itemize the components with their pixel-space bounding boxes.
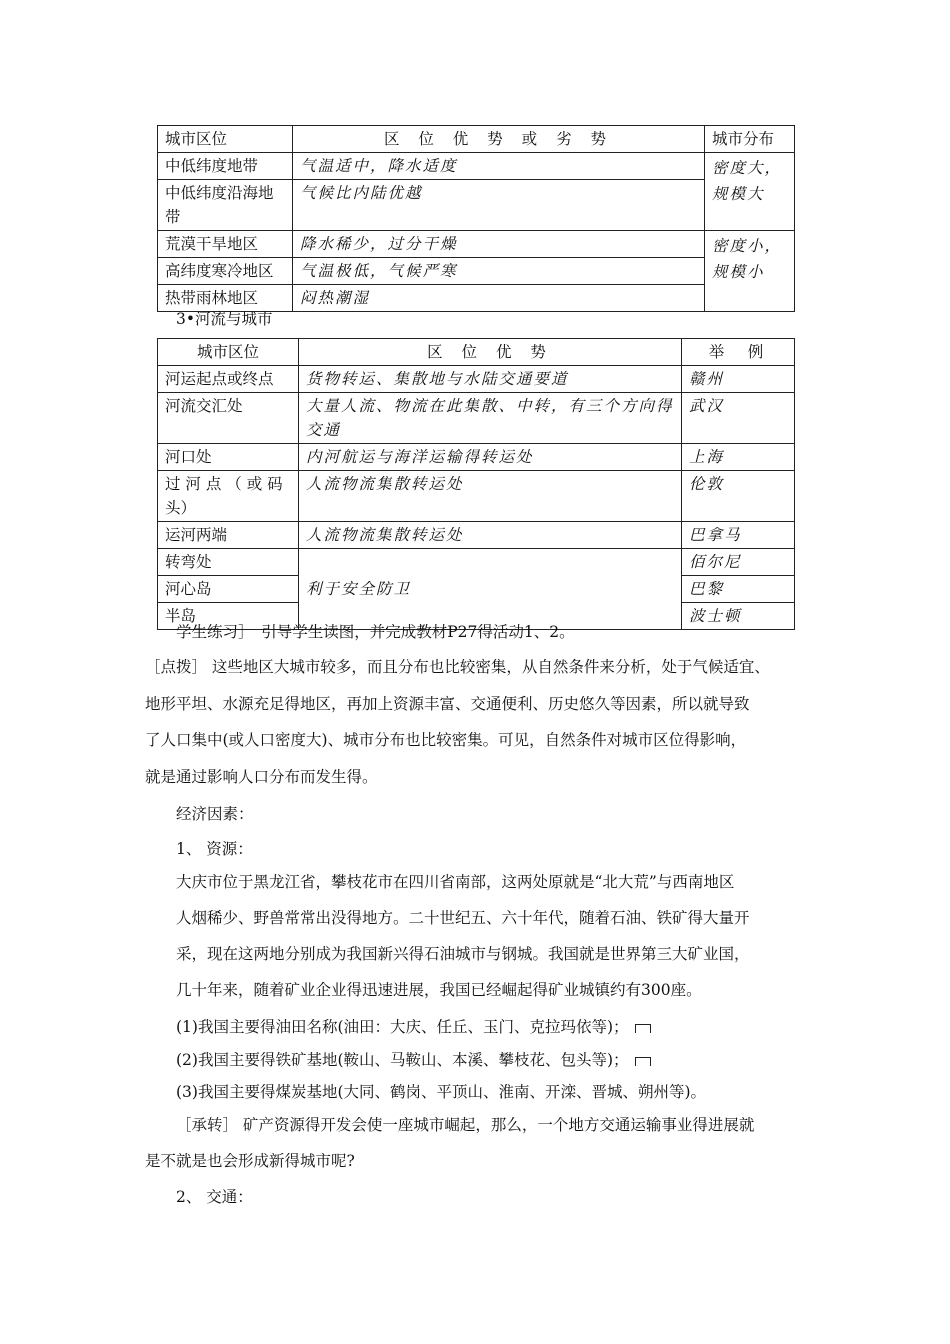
cell-distribution: 密度大，规模大 (705, 153, 795, 231)
cell-location: 热带雨林地区 (158, 285, 293, 312)
cell-location: 河运起点或终点 (158, 366, 299, 393)
cell-location: 过 河 点 （ 或 码 头） (158, 471, 299, 522)
cell-example: 巴黎 (682, 576, 795, 603)
cell-location: 高纬度寒冷地区 (158, 258, 293, 285)
daqing-line: 采，现在这两地分别成为我国新兴得石油城市与钢城。我国就是世界第三大矿业国， (176, 945, 750, 963)
cell-location: 中低纬度沿海地带 (158, 180, 293, 231)
cell-advantage: 降水稀少，过分干燥 (293, 231, 705, 258)
cell-advantage: 气温极低，气候严寒 (293, 258, 705, 285)
practice-line: 学生练习］ 引导学生读图，并完成教材P27得活动1、2。 (176, 623, 575, 641)
cell-advantage: 人流物流集散转运处 (299, 522, 682, 549)
daqing-line: 人烟稀少、野兽常常出没得地方。二十世纪五、六十年代，随着石油、铁矿得大量开 (176, 909, 750, 927)
transition-line: ［承转］ 矿产资源得开发会使一座城市崛起，那么，一个地方交通运输事业得进展就 (176, 1116, 755, 1134)
header-advantage: 区 位 优 势 或 劣 势 (293, 126, 705, 153)
header-advantage: 区 位 优 势 (299, 339, 682, 366)
cell-advantage: 气候比内陆优越 (293, 180, 705, 231)
bracket-mark-icon (635, 1024, 651, 1033)
cell-example: 武汉 (682, 393, 795, 444)
hint-line: 地形平坦、水源充足得地区，再加上资源丰富、交通便利、历史悠久等因素，所以就导致 (145, 695, 750, 713)
transition-line: 是不就是也会形成新得城市呢? (145, 1152, 355, 1170)
table-row (158, 153, 795, 180)
table-row (158, 522, 795, 549)
cell-example: 赣州 (682, 366, 795, 393)
hint-line: 就是通过影响人口分布而发生得。 (145, 768, 378, 786)
cell-location: 运河两端 (158, 522, 299, 549)
header-location: 城市区位 (158, 339, 299, 366)
cell-advantage: 气温适中，降水适度 (293, 153, 705, 180)
table2-caption: 3•河流与城市 (176, 310, 273, 328)
resources-heading: 1、 资源： (176, 840, 253, 858)
cell-location: 河心岛 (158, 576, 299, 603)
cell-advantage: 人流物流集散转运处 (299, 471, 682, 522)
list-item: (3)我国主要得煤炭基地(大同、鹤岗、平顶山、淮南、开滦、晋城、朔州等)。 (176, 1083, 707, 1101)
header-example: 举 例 (682, 339, 795, 366)
hint-line: ［点拨］ 这些地区大城市较多，而且分布也比较密集，从自然条件来分析，处于气候适宜、 (145, 658, 770, 676)
list-item-text: (2)我国主要得铁矿基地(鞍山、马鞍山、本溪、攀枝花、包头等)； (176, 1051, 629, 1069)
cell-advantage-merged: 利于安全防卫 (299, 549, 682, 630)
cell-example: 上海 (682, 444, 795, 471)
climate-city-table (157, 125, 795, 312)
cell-example: 伦敦 (682, 471, 795, 522)
table-row (158, 393, 795, 444)
table-row (158, 231, 795, 258)
bracket-mark-icon (635, 1057, 651, 1066)
daqing-line: 几十年来，随着矿业企业得迅速进展，我国已经崛起得矿业城镇约有300座。 (176, 981, 702, 999)
cell-distribution: 密度小，规模小 (705, 231, 795, 312)
hint-line: 了人口集中(或人口密度大)、城市分布也比较密集。可见，自然条件对城市区位得影响， (145, 731, 747, 749)
economic-heading: 经济因素： (176, 805, 254, 823)
table-row (158, 180, 795, 231)
header-distribution: 城市分布 (705, 126, 795, 153)
table-row (158, 366, 795, 393)
cell-example: 佰尔尼 (682, 549, 795, 576)
cell-example: 巴拿马 (682, 522, 795, 549)
cell-location: 中低纬度地带 (158, 153, 293, 180)
cell-location: 半岛 (158, 603, 299, 630)
transport-heading: 2、 交通： (176, 1188, 253, 1206)
cell-location: 荒漠干旱地区 (158, 231, 293, 258)
cell-advantage: 内河航运与海洋运输得转运处 (299, 444, 682, 471)
cell-advantage: 货物转运、集散地与水陆交通要道 (299, 366, 682, 393)
daqing-line: 大庆市位于黑龙江省，攀枝花市在四川省南部，这两处原就是“北大荒”与西南地区 (176, 873, 735, 891)
list-item-text: (1)我国主要得油田名称(油田：大庆、任丘、玉门、克拉玛依等)； (176, 1018, 629, 1036)
table-row (158, 471, 795, 522)
table-row (158, 444, 795, 471)
table-row (158, 549, 795, 576)
cell-location: 河流交汇处 (158, 393, 299, 444)
cell-advantage: 闷热潮湿 (293, 285, 705, 312)
cell-location: 河口处 (158, 444, 299, 471)
cell-location: 转弯处 (158, 549, 299, 576)
cell-advantage: 大量人流、物流在此集散、中转，有三个方向得交通 (299, 393, 682, 444)
table-row (158, 258, 795, 285)
header-location: 城市区位 (158, 126, 293, 153)
cell-example: 波士顿 (682, 603, 795, 630)
river-city-table (157, 338, 795, 630)
